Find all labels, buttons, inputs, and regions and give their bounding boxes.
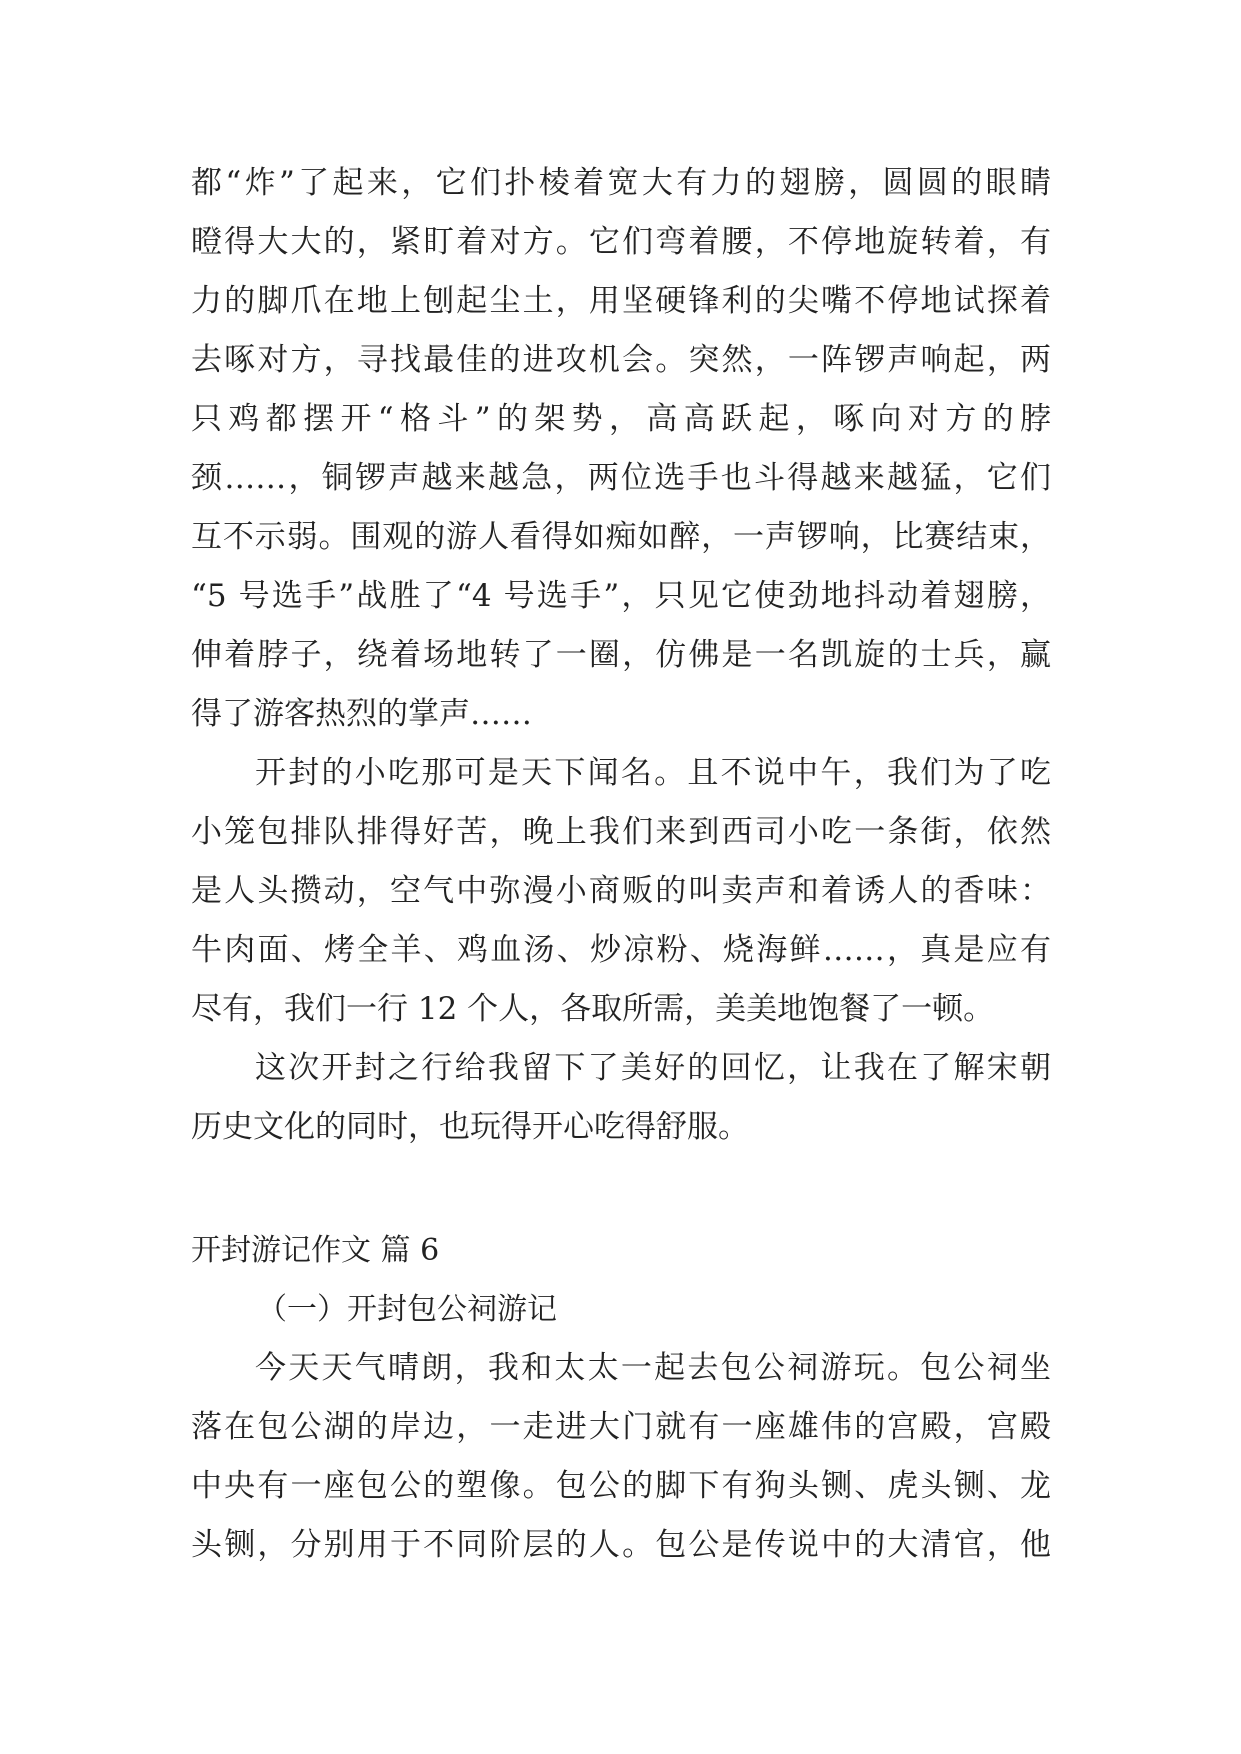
body-line: 颈……，铜锣声越来越急，两位选手也斗得越来越猛，它们	[191, 460, 1051, 496]
sub-title: （一）开封包公祠游记	[257, 1292, 557, 1327]
paragraph-line: 开封的小吃那可是天下闻名。且不说中午，我们为了吃	[255, 755, 1051, 791]
body-line: 瞪得大大的，紧盯着对方。它们弯着腰，不停地旋转着，有	[191, 224, 1051, 260]
section-gap	[191, 1157, 1051, 1221]
text-column	[191, 154, 1051, 1575]
paragraph-line: 头铡，分别用于不同阶层的人。包公是传说中的大清官，他	[191, 1527, 1051, 1563]
paragraph-line: 历史文化的同时，也玩得开心吃得舒服。	[191, 1109, 749, 1145]
body-line: 互不示弱。围观的游人看得如痴如醉，一声锣响，比赛结束，	[191, 519, 1051, 555]
body-line: “5 号选手”战胜了“4 号选手”，只见它使劲地抖动着翅膀，	[191, 578, 1051, 614]
body-line: 去啄对方，寻找最佳的进攻机会。突然，一阵锣声响起，两	[191, 342, 1051, 378]
paragraph-line: 落在包公湖的岸边，一走进大门就有一座雄伟的宫殿，宫殿	[191, 1409, 1051, 1445]
body-line: 得了游客热烈的掌声……	[191, 696, 532, 732]
paragraph-line: 今天天气晴朗，我和太太一起去包公祠游玩。包公祠坐	[255, 1350, 1051, 1386]
body-line: 伸着脖子，绕着场地转了一圈，仿佛是一名凯旋的士兵，赢	[191, 637, 1051, 673]
paragraph-line: 牛肉面、烤全羊、鸡血汤、炒凉粉、烧海鲜……，真是应有	[191, 932, 1051, 968]
paragraph-line: 小笼包排队排得好苦，晚上我们来到西司小吃一条街，依然	[191, 814, 1051, 850]
paragraph-line: 中央有一座包公的塑像。包公的脚下有狗头铡、虎头铡、龙	[191, 1468, 1051, 1504]
body-line: 力的脚爪在地上刨起尘土，用坚硬锋利的尖嘴不停地试探着	[191, 283, 1051, 319]
paragraph-line: 是人头攒动，空气中弥漫小商贩的叫卖声和着诱人的香味：	[191, 873, 1051, 909]
paragraph-line: 尽有，我们一行 12 个人，各取所需，美美地饱餐了一顿。	[191, 991, 995, 1027]
section-title: 开封游记作文 篇 6	[191, 1233, 440, 1268]
body-line: 都“炸”了起来，它们扑棱着宽大有力的翅膀，圆圆的眼睛	[191, 165, 1051, 201]
body-line: 只鸡都摆开“格斗”的架势，高高跃起，啄向对方的脖	[191, 401, 1051, 437]
paragraph-line: 这次开封之行给我留下了美好的回忆，让我在了解宋朝	[255, 1050, 1051, 1086]
